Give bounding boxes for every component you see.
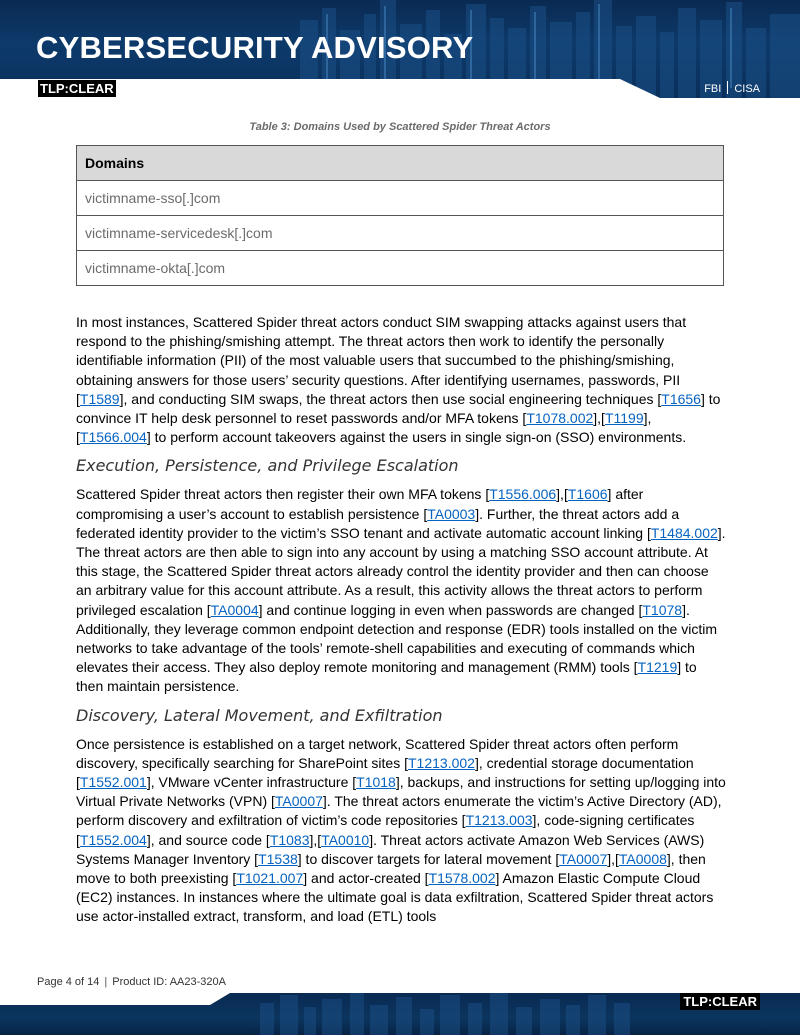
technique-link[interactable]: T1199 [604,410,644,427]
agency-fbi: FBI [704,83,722,95]
document-title: CYBERSECURITY ADVISORY [36,30,474,65]
table-caption: Table 3: Domains Used by Scattered Spider Threat Actors [249,121,551,133]
technique-link[interactable]: T1552.004 [79,831,147,848]
agency-cisa: CISA [734,83,760,95]
technique-link[interactable]: T1018 [356,774,396,791]
technique-link[interactable]: T1213.003 [465,812,533,829]
table-row [77,216,724,251]
table-cell: victimname-sso[.]com [77,181,724,216]
tactic-link[interactable]: TA0007 [559,850,608,867]
table-row [77,251,724,286]
domains-table [76,145,724,286]
technique-link[interactable]: T1606 [567,486,608,503]
technique-link[interactable]: T1078.002 [526,410,594,427]
technique-link[interactable]: T1219 [637,659,678,676]
tactic-link[interactable]: TA0003 [427,505,476,522]
section-heading-discovery: Discovery, Lateral Movement, and Exfiltration [76,705,443,725]
footer-white-strip [0,993,230,1005]
tlp-label-bottom: TLP:CLEAR [680,993,760,1010]
table-header-domains: Domains [77,146,724,181]
technique-link[interactable]: T1578.002 [428,870,496,887]
table-row [77,181,724,216]
technique-link[interactable]: T1021.007 [236,870,304,887]
tactic-link[interactable]: TA0004 [210,601,259,618]
paragraph-sim-swapping: In most instances, Scattered Spider threat actors conduct SIM swapping attacks against users that respond to the phishing/smishing attempt. The threat actors then work to identify the personally identifiable information (PII) of the most valuable users that succumbed to the phishing/smishing, obtaining answers for those users’ security questions. After identifying usernames, passwords, PII [T1589], and conducting SIM swaps, the threat actors then use social engineering techniques [T1656] to convince IT help desk personnel to reset passwords and/or MFA tokens [T1078.002],[T1199],[T1566.004] to perform account takeovers against the users in single sign-on (SSO) environments. [76,314,721,446]
agency-labels [704,81,760,95]
page-number: Page 4 of 14 [37,976,100,988]
technique-link[interactable]: T1538 [258,850,298,867]
paragraph-discovery: Once persistence is established on a target network, Scattered Spider threat actors often perform discovery, specifically searching for SharePoint sites [T1213.002], credential storage documentation [T1552.001], VMware vCenter infrastructure [T1018], backups, and instructions for setting up/logging into Virtual Private Networks (VPN) [TA0007]. The threat actors enumerate the victim’s Active Directory (AD), perform discovery and exfiltration of victim’s code repositories [T1213.003], code-signing certificates [T1552.004], and source code [T1083],[TA0010]. Threat actors activate Amazon Web Services (AWS) Systems Manager Inventory [T1538] to discover targets for lateral movement [TA0007],[TA0008], then move to both preexisting [T1021.007] and actor-created [T1578.002] Amazon Elastic Compute Cloud (EC2) instances. In instances where the ultimate goal is data exfiltration, Scattered Spider threat actors use actor-installed extract, transform, and load (ETL) tools [76,735,726,925]
footer-separator: | [104,976,108,988]
table-header-row [77,146,724,181]
technique-link[interactable]: T1656 [661,390,701,407]
technique-link[interactable]: T1078 [642,601,683,618]
page-footer-info [37,976,226,988]
tactic-link[interactable]: TA0008 [618,850,667,867]
advisory-body [76,313,726,935]
technique-link[interactable]: T1083 [269,831,310,848]
technique-link[interactable]: T1484.002 [650,524,718,541]
tlp-label-top: TLP:CLEAR [40,81,114,96]
technique-link[interactable]: T1589 [79,390,120,407]
paragraph-persistence: Scattered Spider threat actors then register their own MFA tokens [T1556.006],[T1606] after compromising a user’s account to establish persistence [TA0003]. Further, the threat actors add a federated identity provider to the victim’s SSO tenant and activate automatic account linking [T1484.002]. The threat actors are then able to sign into any account by using a matching SSO account attribute. At this stage, the Scattered Spider threat actors already control the identity provider and then can choose an arbitrary value for this account attribute. As a result, this activity allows the threat actors to perform privileged escalation [TA0004] and continue logging in even when passwords are changed [T1078]. Additionally, they leverage common endpoint detection and response (EDR) tools installed on the victim networks to take advantage of the tools’ remote-shell capabilities and executing of commands which elevates their access. They also deploy remote monitoring and management (RMM) tools [T1219] to then maintain persistence. [76,486,726,695]
table-cell: victimname-servicedesk[.]com [77,216,724,251]
tactic-link[interactable]: TA0007 [274,793,323,810]
product-id: Product ID: AA23-320A [112,976,226,988]
section-heading-execution: Execution, Persistence, and Privilege Escalation [76,456,459,476]
technique-link[interactable]: T1556.006 [489,486,557,503]
agency-separator [727,81,728,94]
technique-link[interactable]: T1552.001 [79,774,147,791]
technique-link[interactable]: T1213.002 [408,754,475,771]
tactic-link[interactable]: TA0010 [321,831,370,848]
table-cell: victimname-okta[.]com [77,251,724,286]
technique-link[interactable]: T1566.004 [79,429,147,446]
